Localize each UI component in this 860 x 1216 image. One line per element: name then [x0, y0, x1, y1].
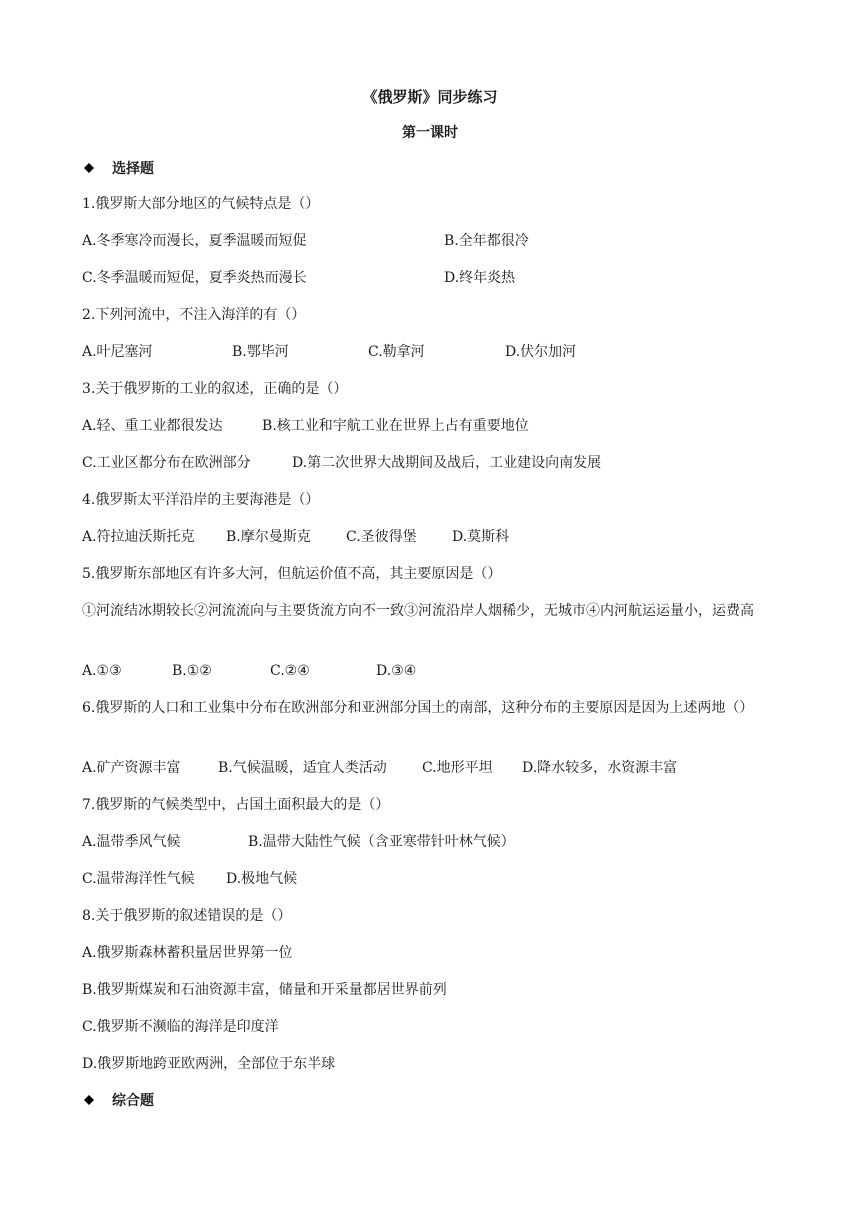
section-heading-comprehensive	[84, 1090, 154, 1110]
section-heading-choice	[84, 158, 154, 178]
question-6-stem: 6.俄罗斯的人口和工业集中分布在欧洲部分和亚洲部分国土的南部，这种分布的主要原因是因为上述两地（）	[82, 700, 754, 716]
question-1-option-c: C.冬季温暖而短促，夏季炎热而漫长	[82, 270, 307, 286]
question-4-option-d: D.莫斯科	[452, 529, 510, 545]
question-4-option-b: B.摩尔曼斯克	[226, 529, 311, 545]
question-6-option-a: A.矿产资源丰富	[82, 760, 181, 776]
question-7-option-b: B.温带大陆性气候（含亚寒带针叶林气候）	[248, 834, 515, 850]
question-6-option-b: B.气候温暖，适宜人类活动	[218, 760, 387, 776]
question-7-option-c: C.温带海洋性气候	[82, 871, 195, 887]
question-5-option-a: A.①③	[82, 663, 122, 679]
question-2-option-d: D.伏尔加河	[505, 344, 577, 360]
question-2-option-c: C.勒拿河	[368, 344, 425, 360]
question-5-option-c: C.②④	[270, 663, 310, 679]
question-1-option-d: D.终年炎热	[444, 270, 516, 286]
diamond-bullet-icon	[84, 1095, 94, 1105]
question-1-option-a: A.冬季寒冷而漫长，夏季温暖而短促	[82, 233, 307, 249]
question-5-option-b: B.①②	[172, 663, 212, 679]
question-7-stem: 7.俄罗斯的气候类型中，占国土面积最大的是（）	[82, 797, 390, 813]
question-6-option-c: C.地形平坦	[422, 760, 493, 776]
question-2-stem: 2.下列河流中，不注入海洋的有（）	[82, 307, 306, 323]
question-3-option-d: D.第二次世界大战期间及战后，工业建设向南发展	[292, 455, 602, 471]
question-5-option-d: D.③④	[376, 663, 417, 679]
question-7-option-d: D.极地气候	[226, 871, 298, 887]
question-8-stem: 8.关于俄罗斯的叙述错误的是（）	[82, 908, 292, 924]
question-4-option-a: A.符拉迪沃斯托克	[82, 529, 195, 545]
question-8-option-a: A.俄罗斯森林蓄积量居世界第一位	[82, 945, 293, 961]
diamond-bullet-icon	[84, 163, 94, 173]
question-1-stem: 1.俄罗斯大部分地区的气候特点是（）	[82, 196, 320, 212]
question-4-stem: 4.俄罗斯太平洋沿岸的主要海港是（）	[82, 492, 320, 508]
question-7-option-a: A.温带季风气候	[82, 834, 181, 850]
question-1-option-b: B.全年都很冷	[444, 233, 529, 249]
document-subtitle: 第一课时	[402, 125, 458, 141]
question-6-option-d: D.降水较多，水资源丰富	[522, 760, 678, 776]
question-4-option-c: C.圣彼得堡	[346, 529, 417, 545]
question-3-option-b: B.核工业和宇航工业在世界上占有重要地位	[262, 418, 529, 434]
question-5-stem: 5.俄罗斯东部地区有许多大河，但航运价值不高，其主要原因是（）	[82, 566, 502, 582]
question-2-option-a: A.叶尼塞河	[82, 344, 153, 360]
question-3-option-a: A.轻、重工业都很发达	[82, 418, 223, 434]
question-2-option-b: B.鄂毕河	[232, 344, 289, 360]
question-8-option-b: B.俄罗斯煤炭和石油资源丰富，储量和开采量都居世界前列	[82, 982, 447, 998]
question-5-statements: ①河流结冰期较长②河流流向与主要货流方向不一致③河流沿岸人烟稀少，无城市④内河航运运量小，运费高	[82, 603, 754, 619]
question-3-option-c: C.工业区都分布在欧洲部分	[82, 455, 251, 471]
question-8-option-c: C.俄罗斯不濒临的海洋是印度洋	[82, 1019, 279, 1035]
question-8-option-d: D.俄罗斯地跨亚欧两洲，全部位于东半球	[82, 1056, 336, 1072]
document-title: 《俄罗斯》同步练习	[362, 88, 498, 106]
section-heading-label: 选择题	[112, 161, 154, 177]
section-heading-label: 综合题	[112, 1093, 154, 1109]
question-3-stem: 3.关于俄罗斯的工业的叙述，正确的是（）	[82, 381, 348, 397]
